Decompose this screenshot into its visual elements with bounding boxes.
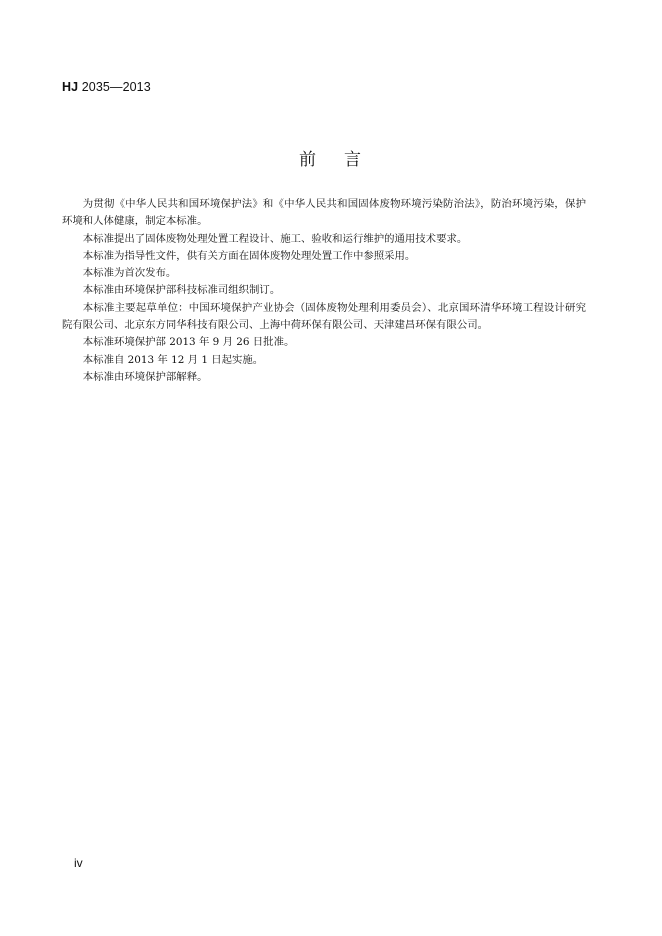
standard-code-number: 2035—2013 — [78, 80, 151, 94]
paragraph: 本标准环境保护部 2013 年 9 月 26 日批准。 — [82, 336, 295, 349]
paragraph: 本标准主要起草单位：中国环境保护产业协会（固体废物处理利用委员会）、北京国环清华环境工程设计研究院有限公司、北京东方同华科技有限公司、上海中荷环保有限公司、天津建昌环保有限公司。 — [62, 301, 586, 332]
paragraph: 本标准由环境保护部解释。 — [82, 370, 208, 383]
standard-code-prefix: HJ — [62, 80, 79, 94]
paragraph: 本标准自 2013 年 12 月 1 日起实施。 — [82, 353, 264, 366]
paragraph: 本标准提出了固体废物处理处置工程设计、施工、验收和运行维护的通用技术要求。 — [82, 232, 468, 245]
page-title — [0, 145, 662, 170]
paragraph: 本标准由环境保护部科技标准司组织制订。 — [82, 284, 281, 297]
paragraph: 本标准为首次发布。 — [82, 267, 177, 280]
paragraph: 为贯彻《中华人民共和国环境保护法》和《中华人民共和国固体废物环境污染防治法》，防治环境污染，保护环境和人体健康，制定本标准。 — [62, 198, 586, 228]
paragraph: 本标准为指导性文件，供有关方面在固体废物处理处置工作中参照采用。 — [82, 249, 416, 262]
foreword-body — [62, 196, 586, 386]
page-number: iv — [74, 856, 83, 870]
page-title-char-1: 前 — [299, 150, 318, 170]
standard-code — [62, 80, 151, 94]
page-title-char-2: 言 — [344, 150, 363, 170]
